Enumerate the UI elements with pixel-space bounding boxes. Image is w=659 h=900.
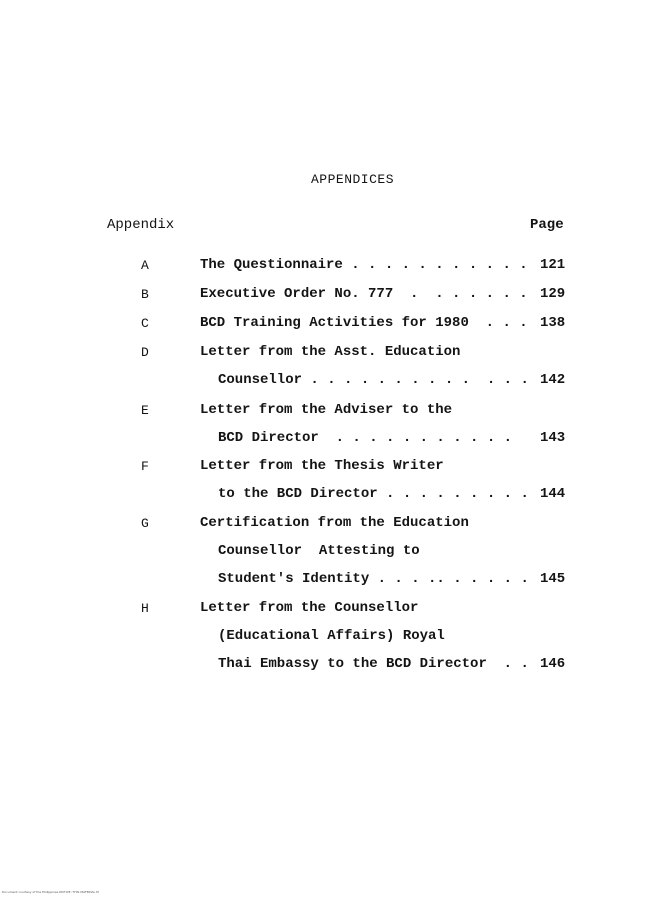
appendix-letter: D xyxy=(141,345,149,360)
appendix-title-line: Executive Order No. 777 . . . . . . . xyxy=(200,286,528,302)
page-column-header: Page xyxy=(530,217,564,233)
appendix-title-line: Student's Identity . . . .. . . . . . xyxy=(218,571,529,587)
appendix-title-line: Counsellor Attesting to xyxy=(218,543,420,559)
appendix-title-line: Letter from the Counsellor xyxy=(200,600,419,616)
appendix-letter: G xyxy=(141,516,149,531)
appendix-title-line: Counsellor . . . . . . . . . . . . . xyxy=(218,372,529,388)
appendix-title-line: (Educational Affairs) Royal xyxy=(218,628,445,644)
appendix-page-number: 142 xyxy=(540,372,566,388)
appendix-title-line: The Questionnaire . . . . . . . . . . . xyxy=(200,257,528,273)
appendix-page-number: 144 xyxy=(540,486,566,502)
appendix-letter: B xyxy=(141,287,149,302)
appendix-letter: F xyxy=(141,459,149,474)
appendix-title-line: Thai Embassy to the BCD Director . . xyxy=(218,656,529,672)
appendix-page-number: 145 xyxy=(540,571,566,587)
appendix-title-line: Letter from the Asst. Education xyxy=(200,344,461,360)
appendix-letter: C xyxy=(141,316,149,331)
appendix-title-line: BCD Director . . . . . . . . . . . xyxy=(218,430,513,446)
appendix-title-line: to the BCD Director . . . . . . . . . xyxy=(218,486,529,502)
appendix-letter: E xyxy=(141,403,149,418)
appendix-title-line: Certification from the Education xyxy=(200,515,469,531)
appendix-column-header: Appendix xyxy=(107,217,175,233)
appendix-page-number: 129 xyxy=(540,286,566,302)
appendix-title-line: BCD Training Activities for 1980 . . . xyxy=(200,315,528,331)
appendix-page-number: 143 xyxy=(540,430,566,446)
appendix-title-line: Letter from the Thesis Writer xyxy=(200,458,444,474)
appendix-letter: A xyxy=(141,258,149,273)
page-title: APPENDICES xyxy=(310,172,394,187)
appendix-page-number: 146 xyxy=(540,656,566,672)
appendix-title-line: Letter from the Adviser to the xyxy=(200,402,453,418)
appendix-letter: H xyxy=(141,601,149,616)
scan-footer-note: Document courtesy of the Philippines NOTICE: THIS MATERIAL M xyxy=(2,890,99,894)
appendix-page-number: 138 xyxy=(540,315,566,331)
appendix-page-number: 121 xyxy=(540,257,566,273)
